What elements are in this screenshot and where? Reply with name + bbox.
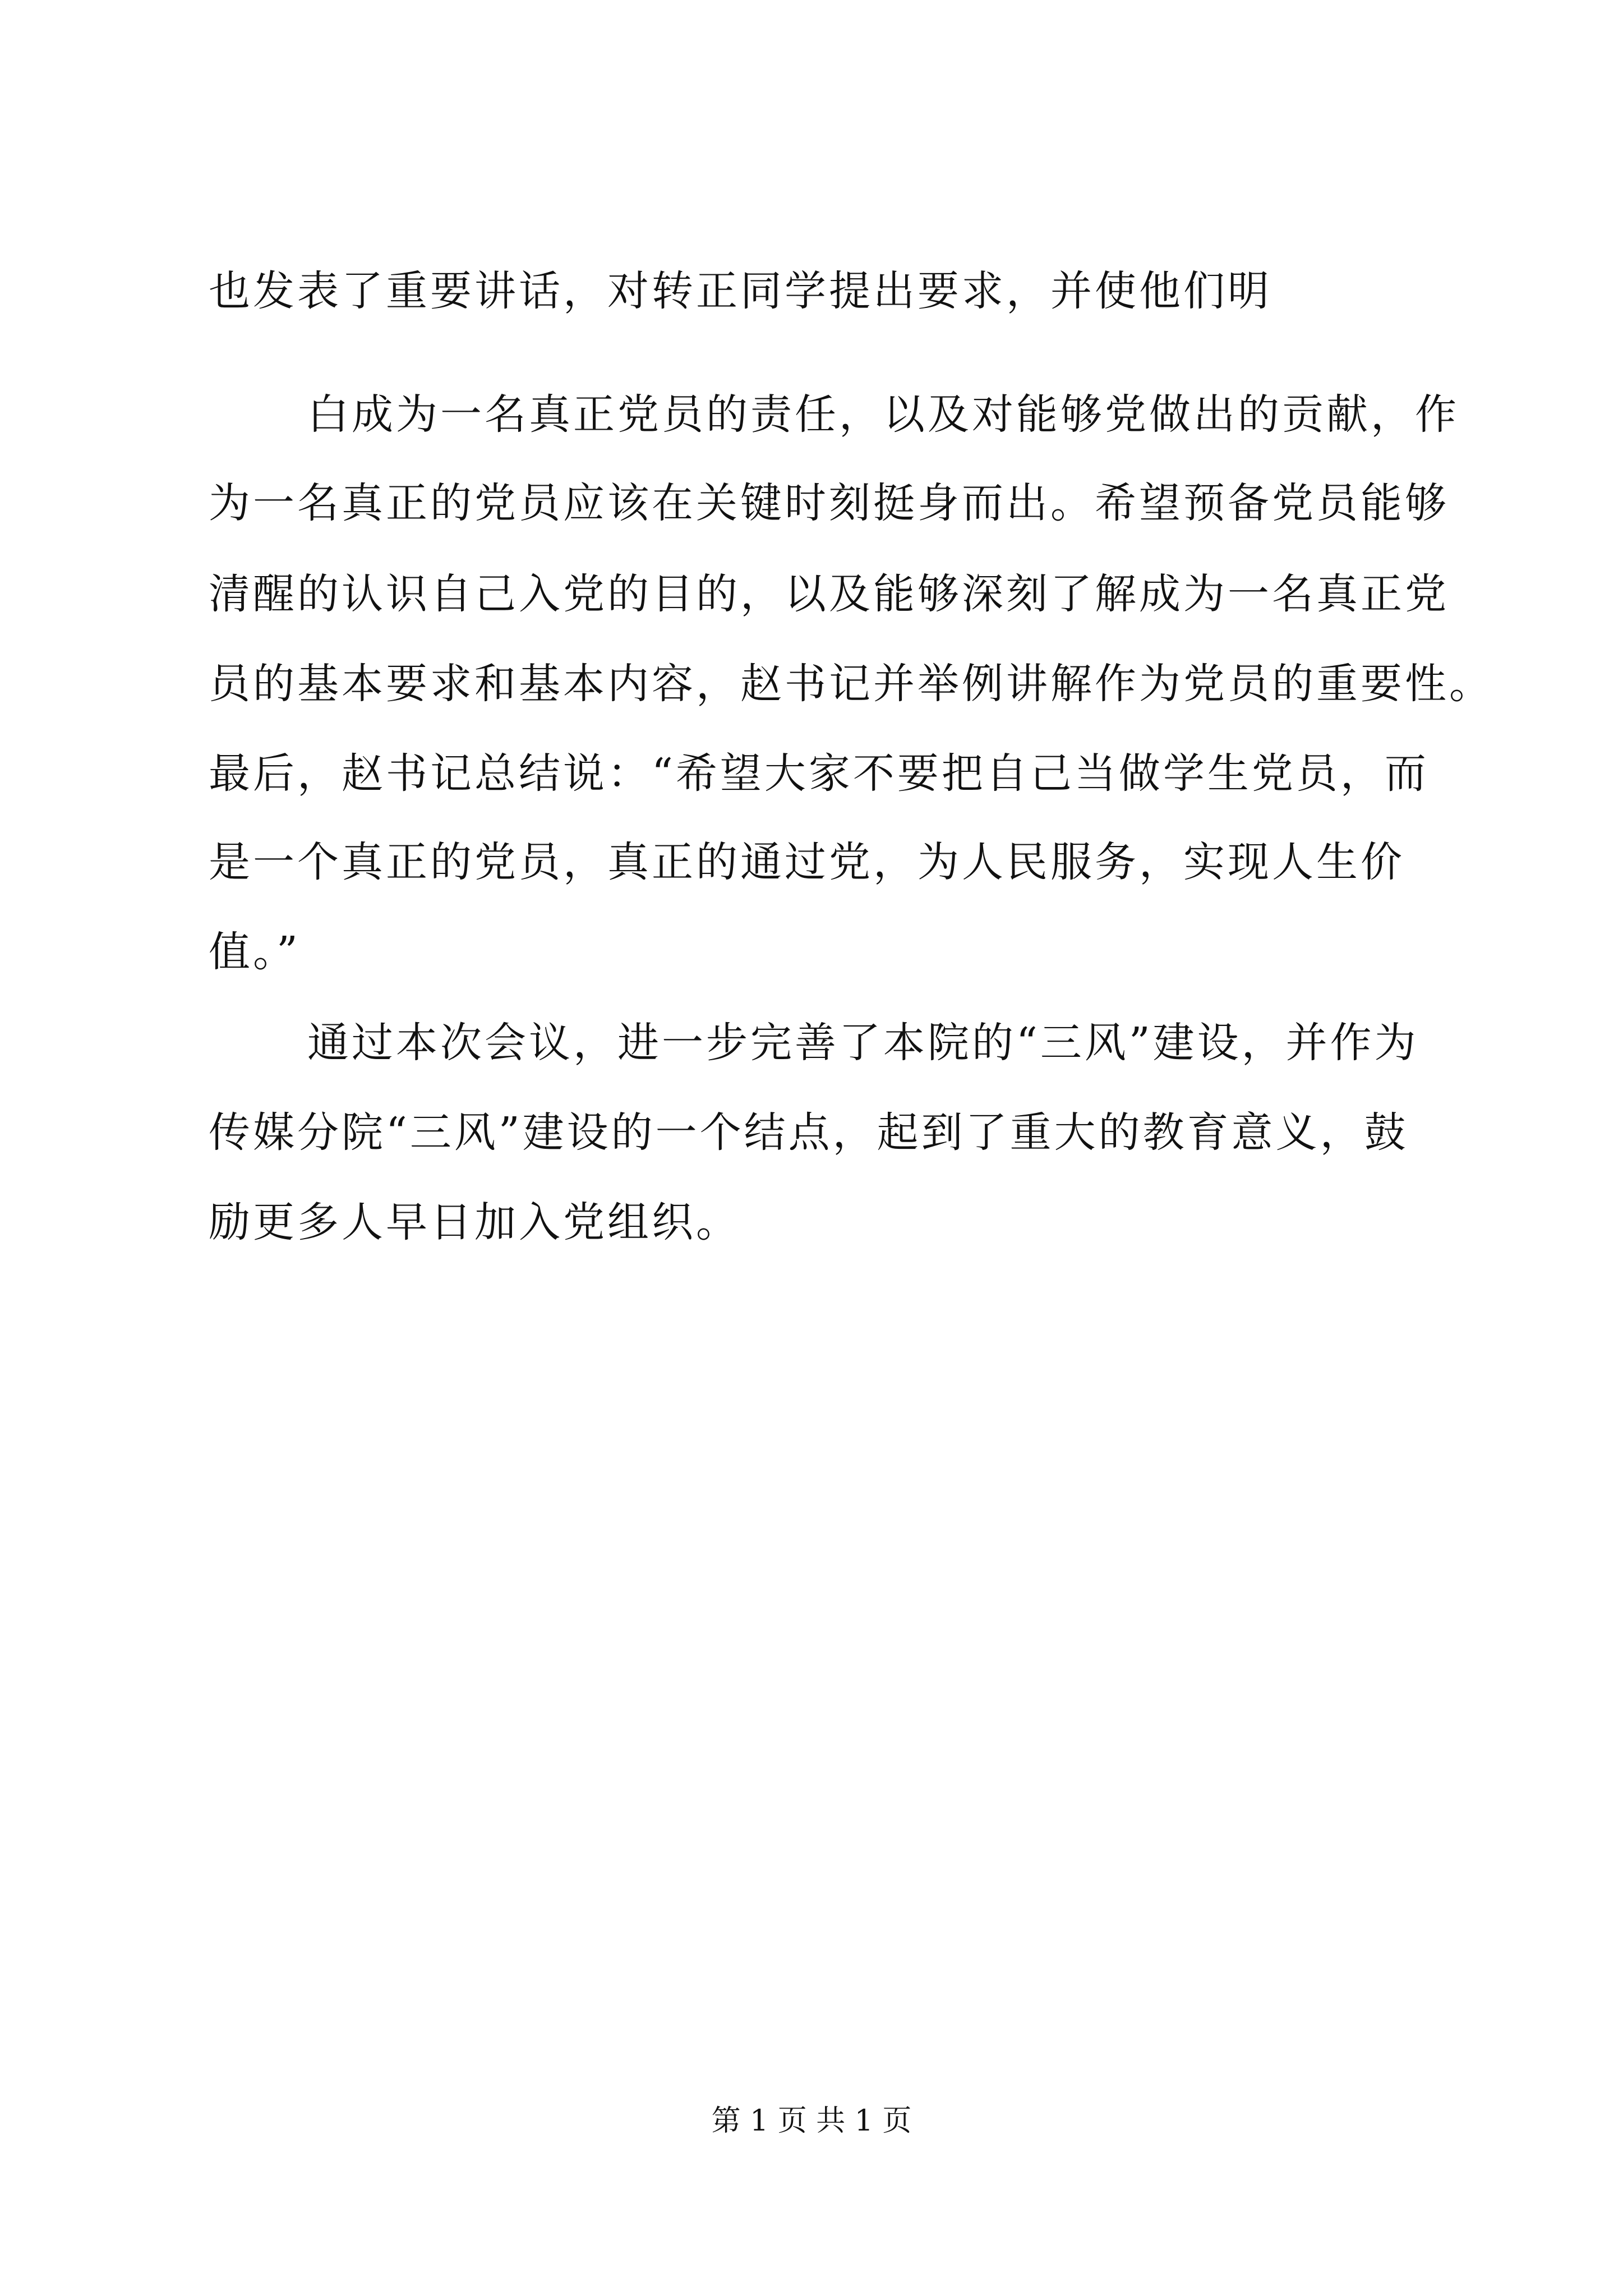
body-text-line: 通过本次会议，进一步完善了本院的“三风”建设，并作为 xyxy=(307,1019,1419,1067)
body-text-line: 清醒的认识自己入党的目的，以及能够深刻了解成为一名真正党 xyxy=(209,570,1449,618)
body-text-line: 是一个真正的党员，真正的通过党，为人民服务，实现人生价 xyxy=(209,838,1405,886)
body-text-line: 白成为一名真正党员的责任，以及对能够党做出的贡献，作 xyxy=(307,390,1459,439)
body-text-line: 传媒分院“三风”建设的一个结点，起到了重大的教育意义，鼓 xyxy=(209,1108,1409,1157)
body-text-line: 为一名真正的党员应该在关键时刻挺身而出。希望预备党员能够 xyxy=(209,479,1449,527)
body-text-line: 最后，赵书记总结说：“希望大家不要把自己当做学生党员，而 xyxy=(209,749,1429,798)
body-text-line: 员的基本要求和基本内容，赵书记并举例讲解作为党员的重要性。 xyxy=(209,660,1493,708)
page-footer: 第 1 页 共 1 页 xyxy=(711,2104,912,2138)
body-text-line: 也发表了重要讲话，对转正同学提出要求，并使他们明 xyxy=(209,267,1272,315)
body-text-line: 值。” xyxy=(209,928,301,976)
body-text-line: 励更多人早日加入党组织。 xyxy=(209,1198,740,1246)
